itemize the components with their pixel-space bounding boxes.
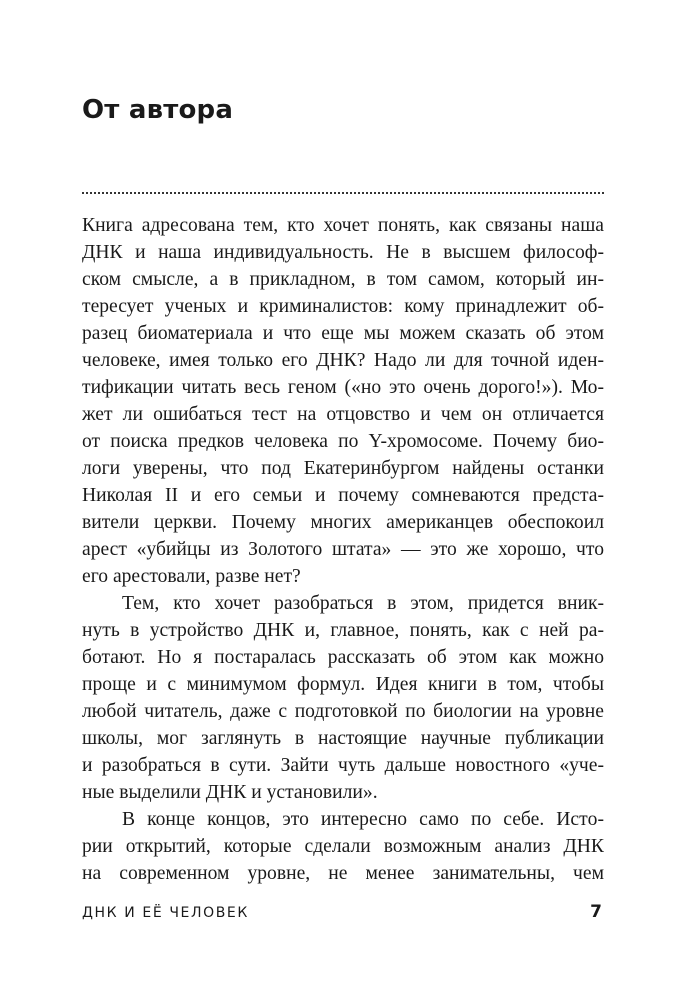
text-line: на современном уровне, не менее занимательны, чем	[82, 863, 604, 884]
text-line: школы, мог заглянуть в настоящие научные публикации	[82, 728, 604, 749]
text-line: нуть в устройство ДНК и, главное, понять, как с ней ра-	[82, 620, 604, 641]
text-line: логи уверены, что под Екатеринбургом найдены останки	[82, 458, 604, 479]
text-line: жет ли ошибаться тест на отцовство и чем он отличается	[82, 404, 604, 425]
text-line: от поиска предков человека по Y-хромосоме. Почему био-	[82, 431, 604, 452]
running-title: ДНК И ЕЁ ЧЕЛОВЕК	[82, 905, 249, 921]
dotted-divider	[82, 192, 604, 194]
text-line: арест «убийцы из Золотого штата» — это же хорошо, что	[82, 539, 604, 560]
text-line: Николая II и его семьи и почему сомневаются предста-	[82, 485, 604, 506]
text-line: ные выделили ДНК и установили».	[82, 782, 378, 803]
paragraph-1	[82, 212, 604, 590]
text-line: В конце концов, это интересно само по себе. Истo-	[122, 809, 604, 830]
text-line: тересует ученых и криминалистов: кому принадлежит об-	[82, 296, 604, 317]
text-line: человеке, имея только его ДНК? Надо ли для точной иден-	[82, 350, 604, 371]
text-line: тификации читать весь геном («но это очень дорого!»). Мо-	[82, 377, 604, 398]
text-line: любой читатель, даже с подготовкой по биологии на уровне	[82, 701, 604, 722]
text-line: проще и с минимумом формул. Идея книги в том, чтобы	[82, 674, 604, 695]
text-line: Тем, кто хочет разобраться в этом, придется вник-	[122, 593, 604, 614]
page-number: 7	[590, 902, 602, 922]
body-text	[82, 212, 604, 887]
text-line: ДНК и наша индивидуальность. Не в высшем философ-	[82, 242, 604, 263]
chapter-title: От автора	[82, 95, 234, 125]
text-line: ботают. Но я постаралась рассказать об этом как можно	[82, 647, 604, 668]
text-line: разец биоматериала и что еще мы можем сказать об этом	[82, 323, 604, 344]
text-line: рии открытий, которые сделали возможным анализ ДНК	[82, 836, 604, 857]
text-line: его арестовали, разве нет?	[82, 566, 301, 587]
text-line: вители церкви. Почему многих американцев обеспокоил	[82, 512, 604, 533]
text-line: Книга адресована тем, кто хочет понять, как связаны наша	[82, 215, 604, 236]
paragraph-3	[82, 806, 604, 887]
paragraph-2	[82, 590, 604, 806]
text-line: и разобраться в сути. Зайти чуть дальше новостного «уче-	[82, 755, 604, 776]
text-line: ском смысле, а в прикладном, в том самом, который ин-	[82, 269, 604, 290]
